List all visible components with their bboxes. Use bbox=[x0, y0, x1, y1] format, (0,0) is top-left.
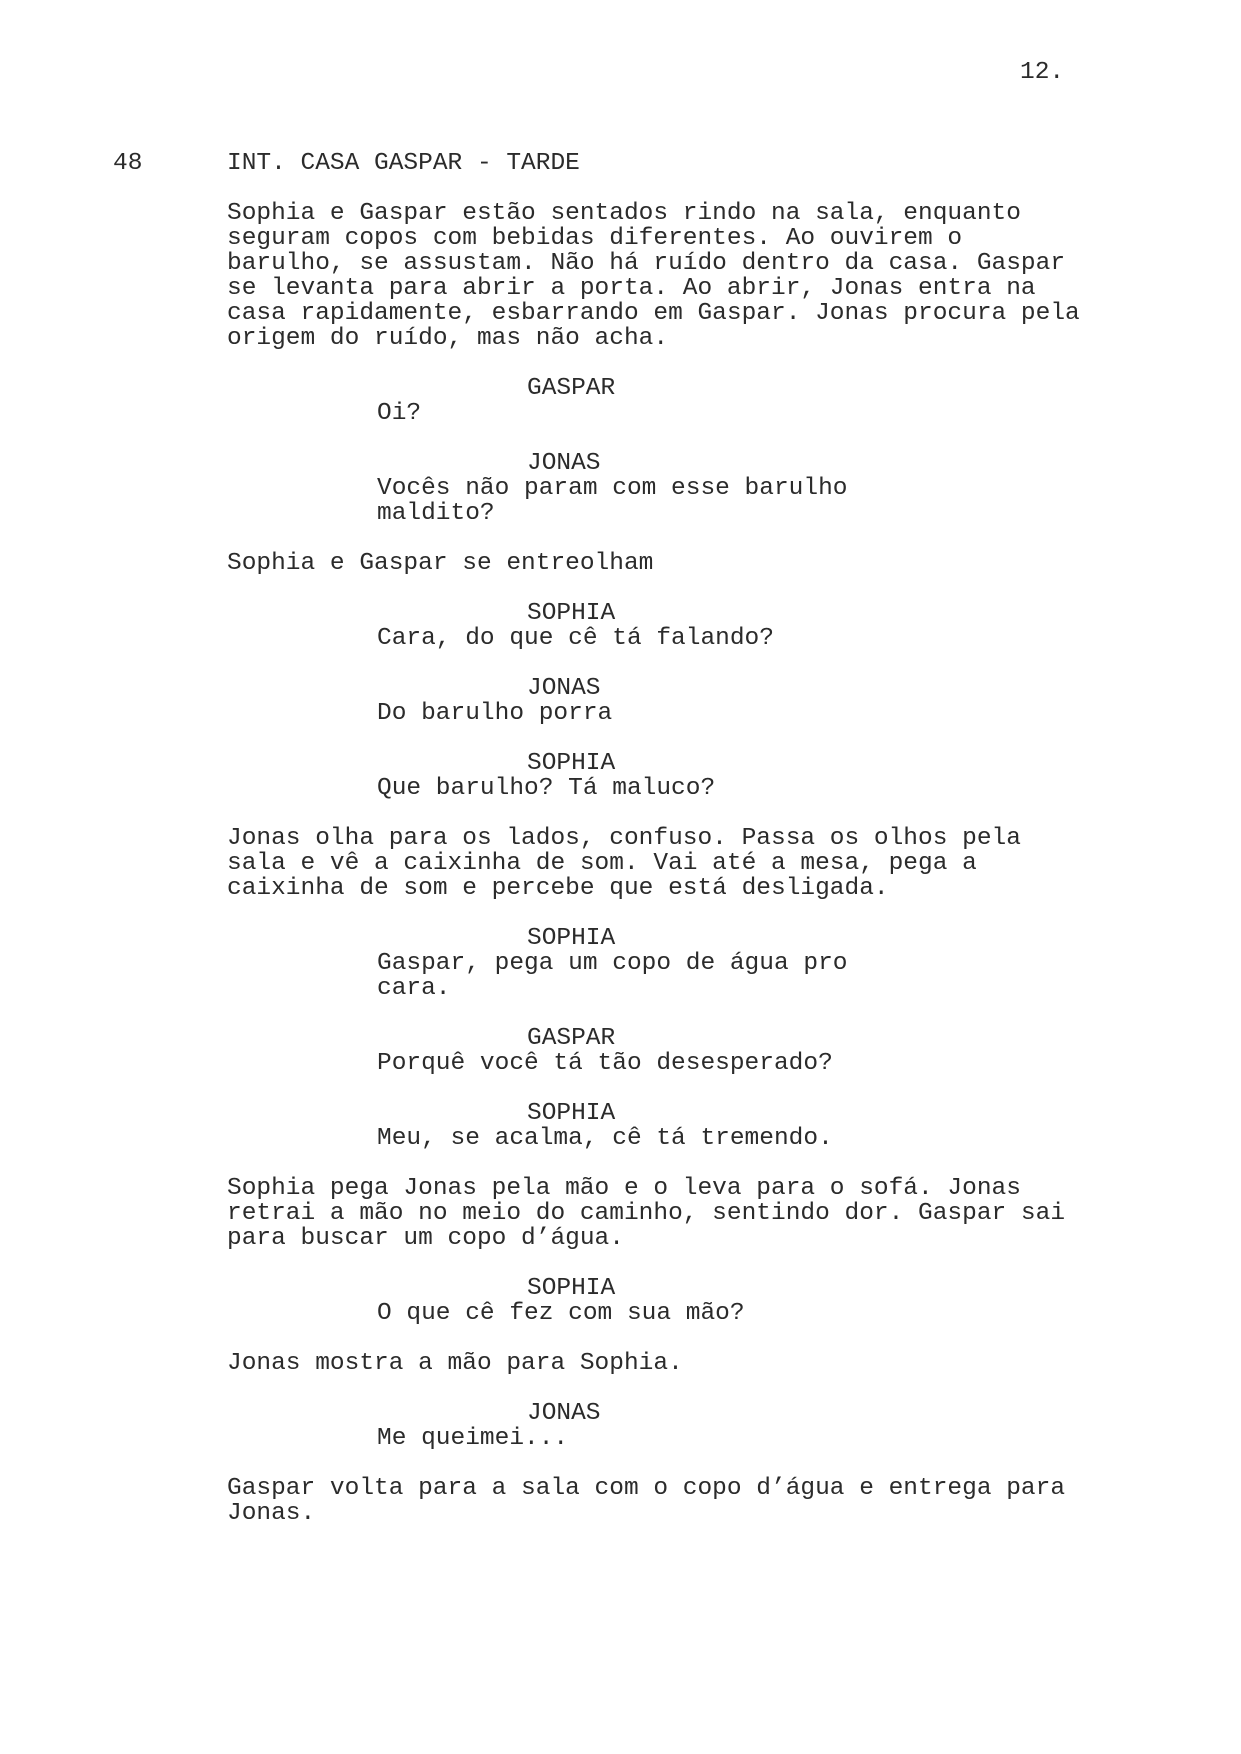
page-number: 12. bbox=[1020, 59, 1065, 86]
action-paragraph: Sophia e Gaspar estão sentados rindo na sala, enquanto seguram copos com bebidas diferentes. Ao ouvirem o barulho, se assustam. Não há ruído dentro da casa. Gaspar se levanta para abrir a porta. Ao abrir, Jonas entra na casa rapidamente, esbarrando em Gaspar. Jonas procura pela origem do ruído, mas não acha. bbox=[227, 200, 1080, 352]
dialogue-line: Que barulho? Tá maluco? bbox=[377, 775, 716, 802]
dialogue-line: Do barulho porra bbox=[377, 700, 613, 727]
character-name: SOPHIA bbox=[527, 750, 616, 777]
character-name: JONAS bbox=[527, 450, 601, 477]
action-paragraph: Sophia pega Jonas pela mão e o leva para o sofá. Jonas retrai a mão no meio do caminho, sentindo dor. Gaspar sai para buscar um copo d’água. bbox=[227, 1175, 1066, 1252]
action-paragraph: Jonas olha para os lados, confuso. Passa os olhos pela sala e vê a caixinha de som. Vai até a mesa, pega a caixinha de som e percebe que está desligada. bbox=[227, 825, 1021, 902]
character-name: JONAS bbox=[527, 1400, 601, 1427]
dialogue-line: Meu, se acalma, cê tá tremendo. bbox=[377, 1125, 833, 1152]
action-paragraph: Sophia e Gaspar se entreolham bbox=[227, 550, 654, 577]
character-name: SOPHIA bbox=[527, 600, 616, 627]
character-name: GASPAR bbox=[527, 1025, 616, 1052]
dialogue-block bbox=[227, 1276, 1127, 1326]
character-name: GASPAR bbox=[527, 375, 616, 402]
dialogue-line: Vocês não param com esse barulho maldito? bbox=[377, 475, 848, 527]
dialogue-line: Cara, do que cê tá falando? bbox=[377, 625, 774, 652]
dialogue-block bbox=[227, 926, 1127, 1001]
action-paragraph: Gaspar volta para a sala com o copo d’água e entrega para Jonas. bbox=[227, 1475, 1066, 1527]
character-name: SOPHIA bbox=[527, 1100, 616, 1127]
dialogue-block bbox=[227, 1101, 1127, 1151]
scene-heading: INT. CASA GASPAR - TARDE bbox=[227, 150, 580, 177]
dialogue-line: O que cê fez com sua mão? bbox=[377, 1300, 745, 1327]
character-name: JONAS bbox=[527, 675, 601, 702]
dialogue-block bbox=[227, 451, 1127, 526]
dialogue-line: Oi? bbox=[377, 400, 422, 427]
scene-number: 48 bbox=[113, 150, 143, 177]
dialogue-block bbox=[227, 751, 1127, 801]
dialogue-block bbox=[227, 676, 1127, 726]
action-paragraph: Jonas mostra a mão para Sophia. bbox=[227, 1350, 683, 1377]
dialogue-block bbox=[227, 1026, 1127, 1076]
dialogue-block bbox=[227, 1401, 1127, 1451]
script-body bbox=[227, 201, 1127, 1551]
character-name: SOPHIA bbox=[527, 925, 616, 952]
dialogue-block bbox=[227, 376, 1127, 426]
character-name: SOPHIA bbox=[527, 1275, 616, 1302]
dialogue-line: Porquê você tá tão desesperado? bbox=[377, 1050, 833, 1077]
dialogue-line: Gaspar, pega um copo de água pro cara. bbox=[377, 950, 848, 1002]
dialogue-block bbox=[227, 601, 1127, 651]
dialogue-line: Me queimei... bbox=[377, 1425, 569, 1452]
